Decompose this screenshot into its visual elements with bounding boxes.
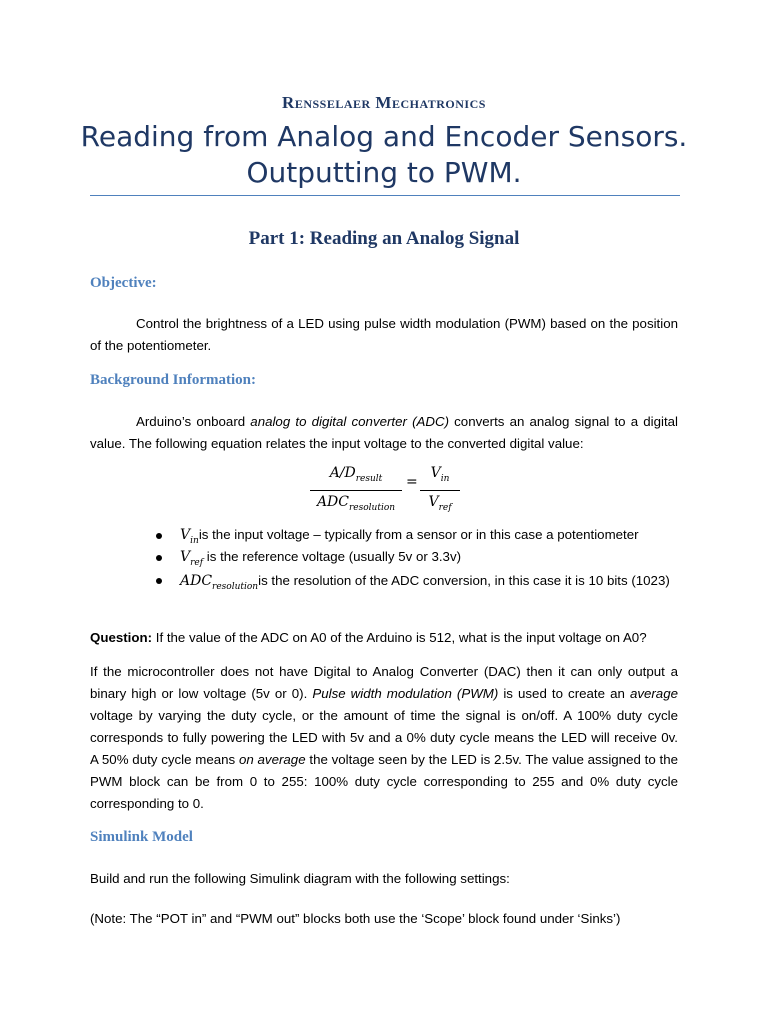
bullet-vin: $V_{in}is$ the input voltage – typically from a sensor or in this case a potentiometer <box>180 527 639 546</box>
background-intro-italic: analog to digital converter (ADC) <box>250 414 450 429</box>
bullet-vref: $V_{ref}$ is the reference voltage (usually 5v or 3.3v) <box>180 549 462 568</box>
question-text: If the value of the ADC on A0 of the Arduino is 512, what is the input voltage on A0? <box>152 630 647 645</box>
bullet-dot <box>156 578 162 584</box>
background-heading: Background Information: <box>90 372 256 388</box>
equation-left-fraction <box>310 462 402 519</box>
equation-left-numerator: $A/D_{result}$ <box>310 462 402 491</box>
equation-left-denominator: $ADC_{resolution}$ <box>316 493 396 513</box>
objective-text: Control the brightness of a LED using pulse width modulation (PWM) based on the position of the potentiometer. <box>90 316 678 353</box>
simulink-note: (Note: The “POT in” and “PWM out” blocks both use the ‘Scope’ block found under ‘Sinks’) <box>90 911 621 926</box>
bullet-adc-resolution: $ADC_{resolution}is$ the resolution of the ADC conversion, in this case it is 10 bits (1023) <box>180 573 670 592</box>
question-label: Question: <box>90 630 153 645</box>
background-intro-pre: Arduino’s onboard <box>136 414 251 429</box>
title-divider <box>90 195 680 196</box>
bullet-dot <box>156 555 162 561</box>
simulink-instruction: Build and run the following Simulink diagram with the following settings: <box>90 871 510 886</box>
equation-right-fraction <box>420 462 460 519</box>
simulink-heading: Simulink Model <box>90 829 193 845</box>
objective-heading: Objective: <box>90 275 157 291</box>
background-intro-post: converts an analog signal to a digital value. The following equation relates the input voltage to the converted digital value: <box>90 414 678 451</box>
dac-paragraph: If the microcontroller does not have Digital to Analog Converter (DAC) then it can only output a binary high or low voltage (5v or 0). Pulse width modulation (PWM) is used to create an average voltage by varying the duty cycle, or the amount of time the signal is on/off. A 100% duty cycle corresponds to fully powering the LED with 5v and a 0% duty cycle means the LED will receive 0v. A 50% duty cycle means on average the voltage seen by the LED is 2.5v. The value assigned to the PWM block can be from 0 to 255: 100% duty cycle corresponding to 255 and 0% duty cycle corresponding to 0. <box>90 664 678 811</box>
adc-equation <box>310 462 470 513</box>
document-title-line-2: Outputting to PWM. <box>246 156 522 189</box>
equation-right-numerator: $V_{in}$ <box>420 462 460 491</box>
part-title: Part 1: Reading an Analog Signal <box>248 228 520 249</box>
bullet-dot <box>156 533 162 539</box>
document-title-line-1: Reading from Analog and Encoder Sensors. <box>80 120 688 153</box>
equation-right-denominator: $V_{ref}$ <box>428 493 452 513</box>
question-paragraph <box>90 627 678 649</box>
background-intro <box>90 411 678 455</box>
organization-name: Rensselaer Mechatronics <box>282 93 486 112</box>
equation-equals: = <box>406 474 418 490</box>
